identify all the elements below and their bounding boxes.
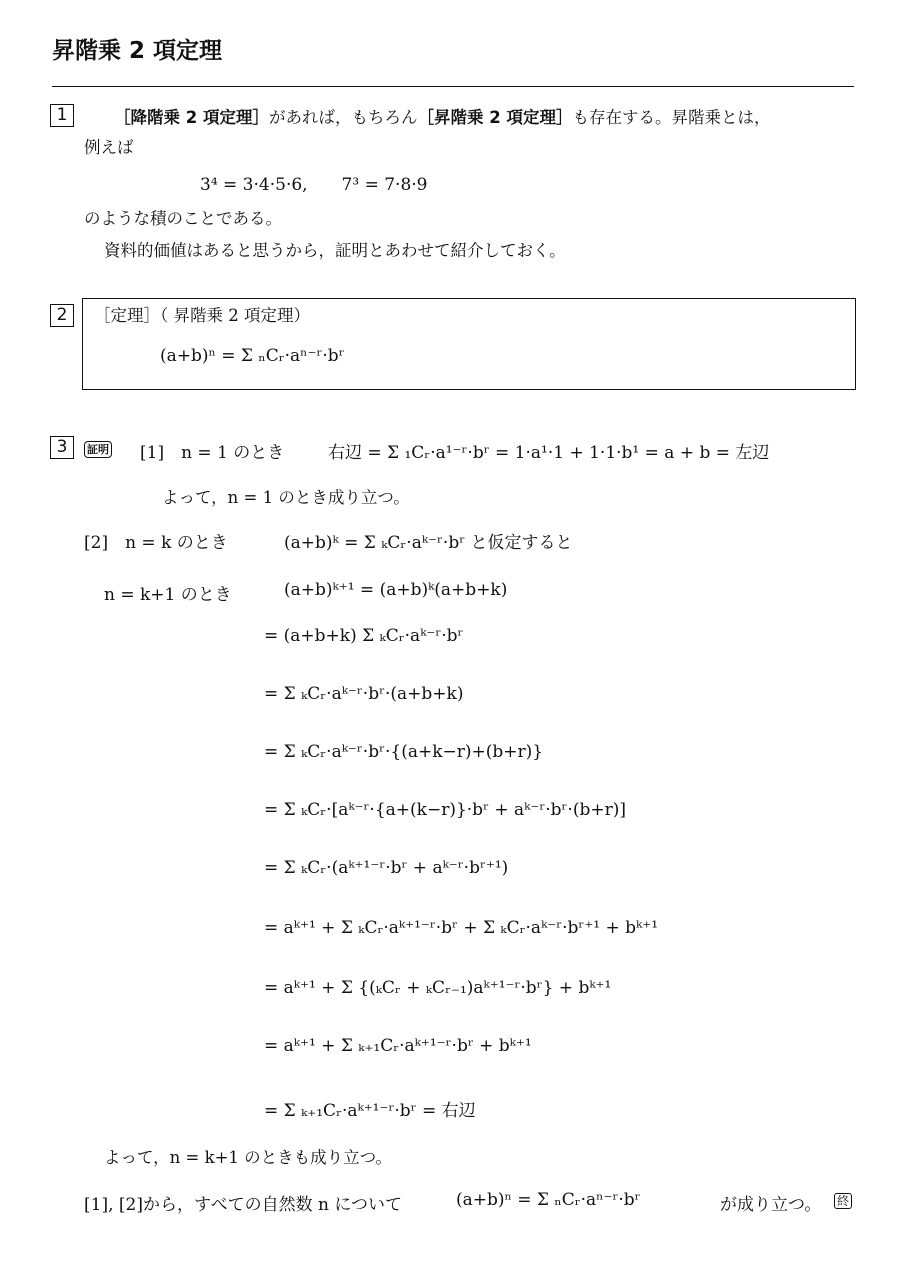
proof-badge-label: 証明 (84, 441, 112, 458)
page-title: 昇階乗 2 項定理 (52, 38, 223, 64)
proof-step2-conclusion: よって，n = k+1 のときも成り立つ。 (104, 1148, 393, 1167)
proof-step2-assumption: (a+b)ᵏ = Σ ₖCᵣ·aᵏ⁻ʳ·bʳ と仮定すると (284, 533, 573, 553)
title-rule (52, 86, 854, 87)
section1-example-equation: 3⁴ = 3·4·5·6, 7³ = 7·8·9 (200, 175, 428, 195)
derivation-line-1: (a+b)ᵏ⁺¹ = (a+b)ᵏ(a+b+k) (284, 580, 508, 600)
section1-bold-2: ［昇階乗 2 項定理］ (417, 108, 573, 127)
derivation-line-9: = aᵏ⁺¹ + Σ ₖ₊₁Cᵣ·aᵏ⁺¹⁻ʳ·bʳ + bᵏ⁺¹ (264, 1036, 532, 1056)
derivation-line-7: = aᵏ⁺¹ + Σ ₖCᵣ·aᵏ⁺¹⁻ʳ·bʳ + Σ ₖCᵣ·aᵏ⁻ʳ·bʳ⁺¹ + bᵏ⁺¹ (264, 918, 659, 938)
proof-step2-next: n = k+1 のとき (104, 585, 232, 605)
final-conclusion-formula: (a+b)ⁿ = Σ ₙCᵣ·aⁿ⁻ʳ·bʳ (456, 1190, 641, 1210)
section1-line2: 例えば (84, 138, 134, 157)
theorem-label: ［定理］（ 昇階乗 2 項定理） (94, 306, 310, 325)
proof-step1-conclusion: よって，n = 1 のとき成り立つ。 (162, 488, 410, 507)
derivation-line-8: = aᵏ⁺¹ + Σ {(ₖCᵣ + ₖCᵣ₋₁)aᵏ⁺¹⁻ʳ·bʳ} + bᵏ⁺¹ (264, 978, 612, 998)
proof-step1-equation: 右辺 = Σ ₁Cᵣ·a¹⁻ʳ·bʳ = 1·a¹·1 + 1·1·b¹ = a + b = 左辺 (328, 443, 770, 463)
final-conclusion-c: が成り立つ。 (720, 1195, 822, 1215)
final-conclusion-a: [1], [2]から，すべての自然数 n について (84, 1195, 403, 1215)
section1-bold-1: ［降階乗 2 項定理］ (114, 108, 269, 127)
proof-step2-condition: [2] n = k のとき (84, 533, 228, 553)
section1-line1 (114, 104, 770, 128)
section1-line4: 資料的価値はあると思うから，証明とあわせて紹介しておく。 (104, 241, 566, 260)
derivation-line-6: = Σ ₖCᵣ·(aᵏ⁺¹⁻ʳ·bʳ + aᵏ⁻ʳ·bʳ⁺¹) (264, 858, 509, 878)
proof-step1-condition: [1] n = 1 のとき (140, 443, 285, 463)
proof-badge (84, 438, 112, 457)
derivation-line-3: = Σ ₖCᵣ·aᵏ⁻ʳ·bʳ·(a+b+k) (264, 684, 464, 704)
derivation-line-5: = Σ ₖCᵣ·[aᵏ⁻ʳ·{a+(k−r)}·bʳ + aᵏ⁻ʳ·bʳ·(b+r)] (264, 800, 626, 820)
end-mark-label: 終 (834, 1193, 852, 1209)
section-number-2: 2 (50, 304, 74, 327)
end-mark (834, 1190, 852, 1209)
derivation-line-2: = (a+b+k) Σ ₖCᵣ·aᵏ⁻ʳ·bʳ (264, 626, 464, 646)
section1-text-1: があれば，もちろん (268, 108, 418, 127)
section1-text-2: も存在する。昇階乗とは， (572, 108, 771, 127)
section1-line3: のような積のことである。 (84, 209, 282, 228)
theorem-formula: (a+b)ⁿ = Σ ₙCᵣ·aⁿ⁻ʳ·bʳ (160, 346, 345, 366)
section-number-3: 3 (50, 436, 74, 459)
derivation-line-4: = Σ ₖCᵣ·aᵏ⁻ʳ·bʳ·{(a+k−r)+(b+r)} (264, 742, 544, 762)
section-number-1: 1 (50, 104, 74, 127)
derivation-line-10: = Σ ₖ₊₁Cᵣ·aᵏ⁺¹⁻ʳ·bʳ = 右辺 (264, 1101, 476, 1121)
